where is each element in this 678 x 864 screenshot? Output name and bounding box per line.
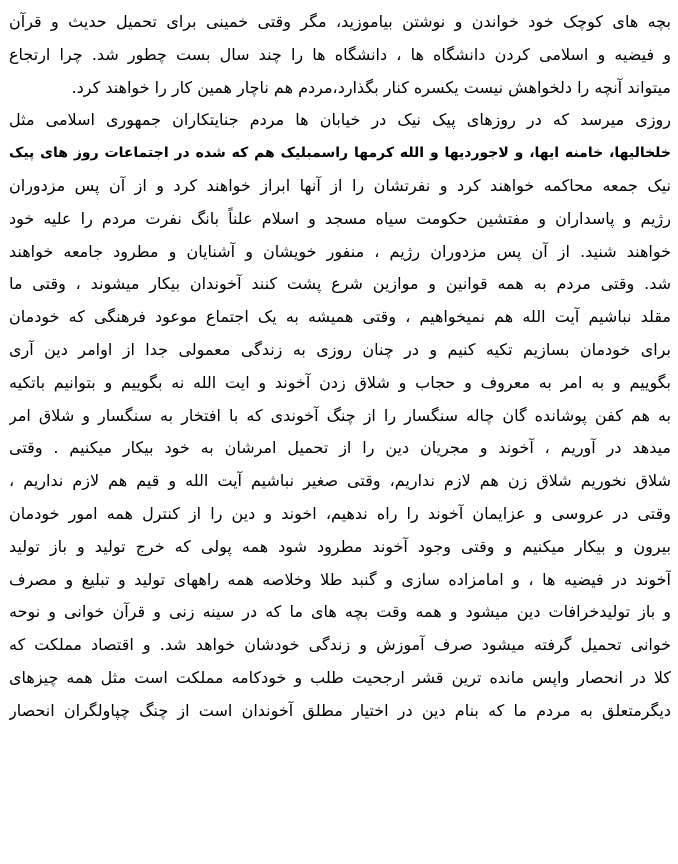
text-line: کلا در انحصار واپس مانده ترین قشر ارجحیت طلب و خودکامه مملکت است مثل همه چیزهای <box>9 667 671 687</box>
text-line: شد. وقتی مردم به همه قوانین و موازین شرع پشت کنند آخوندان بیکار میشوند ، وقتی ما <box>9 274 671 294</box>
text-line: خواهند شنید. از آن پس مزدوران رژیم ، منفور خویشان و آشنایان و مطرود جامعه خواهند <box>9 241 671 261</box>
text-line: میتواند آنچه را دلخواهش نیست یکسره کنار بگذارد،مردم هم ناچار همین کار را خواهند کرد. <box>71 77 671 97</box>
text-line: رژیم و پاسداران و مفتشین حکومت سیاه مسجد و اسلام علناً بانگ نفرت مردم را علیه خود <box>9 208 671 228</box>
text-line: بیرون و بیکار میکنیم و وقتی وجود آخوند مطرود شود همه پولی که خرج تولید و باز تولید <box>9 536 671 556</box>
text-line: و فیضیه و اسلامی کردن دانشگاه ها ، دانشگاه ها را چند سال بست چطور شد. چرا ارتجاع <box>9 44 671 64</box>
text-line: و باز تولیدخرافات دین میشود و همه وقت بچه های ما که در سینه زنی و قرآن خوانی و نوحه <box>9 602 671 622</box>
document-body <box>9 6 671 728</box>
text-line: بچه های کوچک خود خواندن و نوشتن بیاموزید، مگر وقتی خمینی برای تحمیل حدیث و قرآن <box>9 12 671 31</box>
text-line: وقتی در عروسی و عزایمان آخوند را راه ندهیم، اخوند و دین را از کنترل همه امور خودمان <box>9 503 671 523</box>
text-line: آخوند در فیضیه ها ، و امامزاده سازی و گنبد طلا وخلاصه همه راههای تولید و تبلیغ و مصرف <box>9 569 671 589</box>
text-line: خلخالیها، خامنه ایها، و لاجوردیها و الله کرمها راسمبلیک هم که شده در اجتماعات روز های پیک <box>9 145 671 162</box>
text-line: نیک جمعه محاکمه خواهند کرد و نفرتشان را از آنها ابراز خواهند کرد و از آن پس مزدوران <box>9 175 671 195</box>
text-line: دیگرمتعلق به مردم ما که بنام دین در اختیار مطلق آخوندان است از چنگ چپاولگران انحصار <box>9 700 671 720</box>
text-line: میدهد در آوریم ، آخوند و مجریان دین را از تحمیل امرشان به خود بیکار میکنیم . وقتی <box>9 438 671 458</box>
text-line: شلاق نخوریم شلاق زن هم لازم نداریم، وقتی صغیر نباشیم آیت الله و قیم هم لازم نداریم ، <box>9 471 671 491</box>
text-line: بگوییم و به امر به معروف و حجاب و شلاق زدن آخوند و ایت الله نه بگوییم و بتوانیم باتکیه <box>9 372 671 392</box>
text-line: برای خودمان بسازیم تکیه کنیم و در چنان روزی به زندگی معمولی جدا از اوامر دین آری <box>9 339 671 359</box>
text-line: خوانی تحمیل گرفته میشود صرف آموزش و زندگی خودشان خواهد شد. و اقتصاد مملکت که <box>9 635 671 655</box>
text-line: روزی میرسد که در روزهای پیک نیک در خیابان ها مردم جنایتکاران جمهوری اسلامی مثل <box>9 110 671 130</box>
text-line: مقلد نباشیم آیت الله هم نمیخواهیم ، وقتی همیشه به یک اجتماع موعود فرهنگی که خودمان <box>9 307 671 327</box>
text-line: به هم کفن پوشانده گان چاله سنگسار را از چنگ آخوندی که با افتخار به سنگسار و شلاق امر <box>9 405 671 425</box>
